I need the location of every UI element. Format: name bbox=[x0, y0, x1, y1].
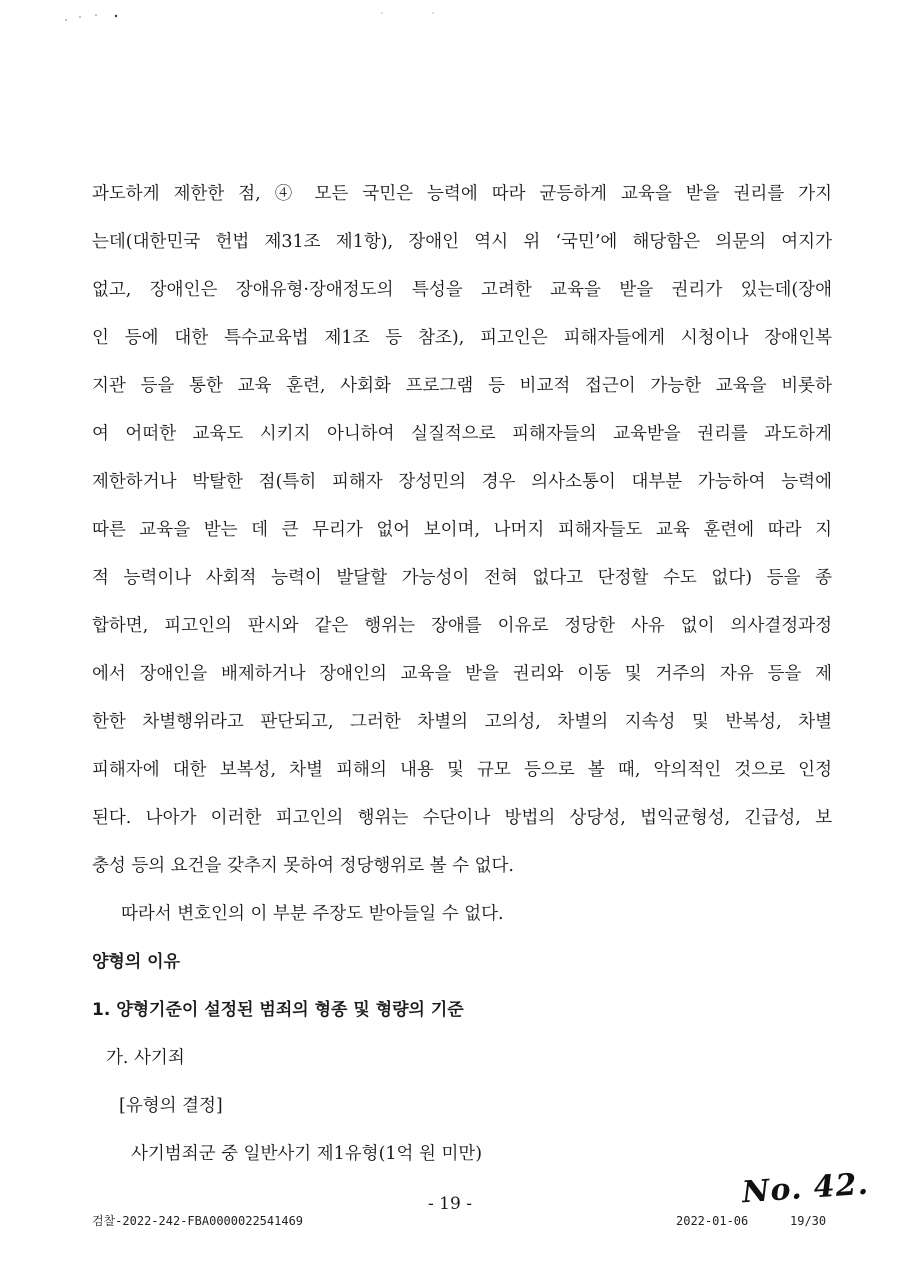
paragraph-line: 에서 장애인을 배제하거나 장애인의 교육을 받을 권리와 이동 및 거주의 자유 등을 제 bbox=[92, 664, 832, 684]
conclusion-sentence: 따라서 변호인의 이 부분 주장도 받아들일 수 없다. bbox=[121, 904, 504, 924]
type-result: 사기범죄군 중 일반사기 제1유형(1억 원 미만) bbox=[131, 1144, 483, 1164]
paragraph-line: 없고, 장애인은 장애유형·장애정도의 특성을 고려한 교육을 받을 권리가 있는데(장애 bbox=[92, 280, 832, 300]
type-determination-label: [유형의 결정] bbox=[119, 1096, 223, 1116]
paragraph-line: 따른 교육을 받는 데 큰 무리가 없어 보이며, 나머지 피해자들도 교육 훈련에 따라 지 bbox=[92, 520, 832, 540]
paragraph-line: 과도하게 제한한 점, ④ 모든 국민은 능력에 따라 균등하게 교육을 받을 권리를 가지 bbox=[92, 184, 832, 204]
paragraph-line: 적 능력이나 사회적 능력이 발달할 가능성이 전혀 없다고 단정할 수도 없다) 등을 종 bbox=[92, 568, 832, 588]
paragraph-line: 인 등에 대한 특수교육법 제1조 등 참조), 피고인은 피해자들에게 시청이나 장애인복 bbox=[92, 328, 832, 348]
footer-document-id: 검찰-2022-242-FBA0000022541469 bbox=[92, 1214, 304, 1228]
paragraph-line: 제한하거나 박탈한 점(특히 피해자 장성민의 경우 의사소통이 대부분 가능하여 능력에 bbox=[92, 472, 832, 492]
scan-specks bbox=[0, 0, 900, 40]
handwritten-page-stamp: No. 42. bbox=[740, 1166, 871, 1211]
footer-page-count: 19/30 bbox=[790, 1214, 827, 1228]
section-heading: 양형의 이유 bbox=[92, 952, 181, 972]
paragraph-line: 합하면, 피고인의 판시와 같은 행위는 장애를 이유로 정당한 사유 없이 의사결정과정 bbox=[92, 616, 832, 636]
item-fraud: 가. 사기죄 bbox=[106, 1048, 185, 1068]
subheading-sentencing-standard: 1. 양형기준이 설정된 범죄의 형종 및 형량의 기준 bbox=[92, 1000, 464, 1020]
paragraph-line: 여 어떠한 교육도 시키지 아니하여 실질적으로 피해자들의 교육받을 권리를 과도하게 bbox=[92, 424, 832, 444]
paragraph-line: 피해자에 대한 보복성, 차별 피해의 내용 및 규모 등으로 볼 때, 악의적인 것으로 인정 bbox=[92, 760, 832, 780]
paragraph-line: 된다. 나아가 이러한 피고인의 행위는 수단이나 방법의 상당성, 법익균형성, 긴급성, 보 bbox=[92, 808, 832, 828]
paragraph-last-line: 충성 등의 요건을 갖추지 못하여 정당행위로 볼 수 없다. bbox=[92, 856, 514, 876]
paragraph-line: 지관 등을 통한 교육 훈련, 사회화 프로그램 등 비교적 접근이 가능한 교육을 비롯하 bbox=[92, 376, 832, 396]
paragraph-line: 한한 차별행위라고 판단되고, 그러한 차별의 고의성, 차별의 지속성 및 반복성, 차별 bbox=[92, 712, 832, 732]
page-number: - 19 - bbox=[428, 1194, 472, 1214]
paragraph-line: 는데(대한민국 헌법 제31조 제1항), 장애인 역시 위 ‘국민’에 해당함은 의문의 여지가 bbox=[92, 232, 832, 252]
footer-date: 2022-01-06 bbox=[676, 1214, 749, 1228]
